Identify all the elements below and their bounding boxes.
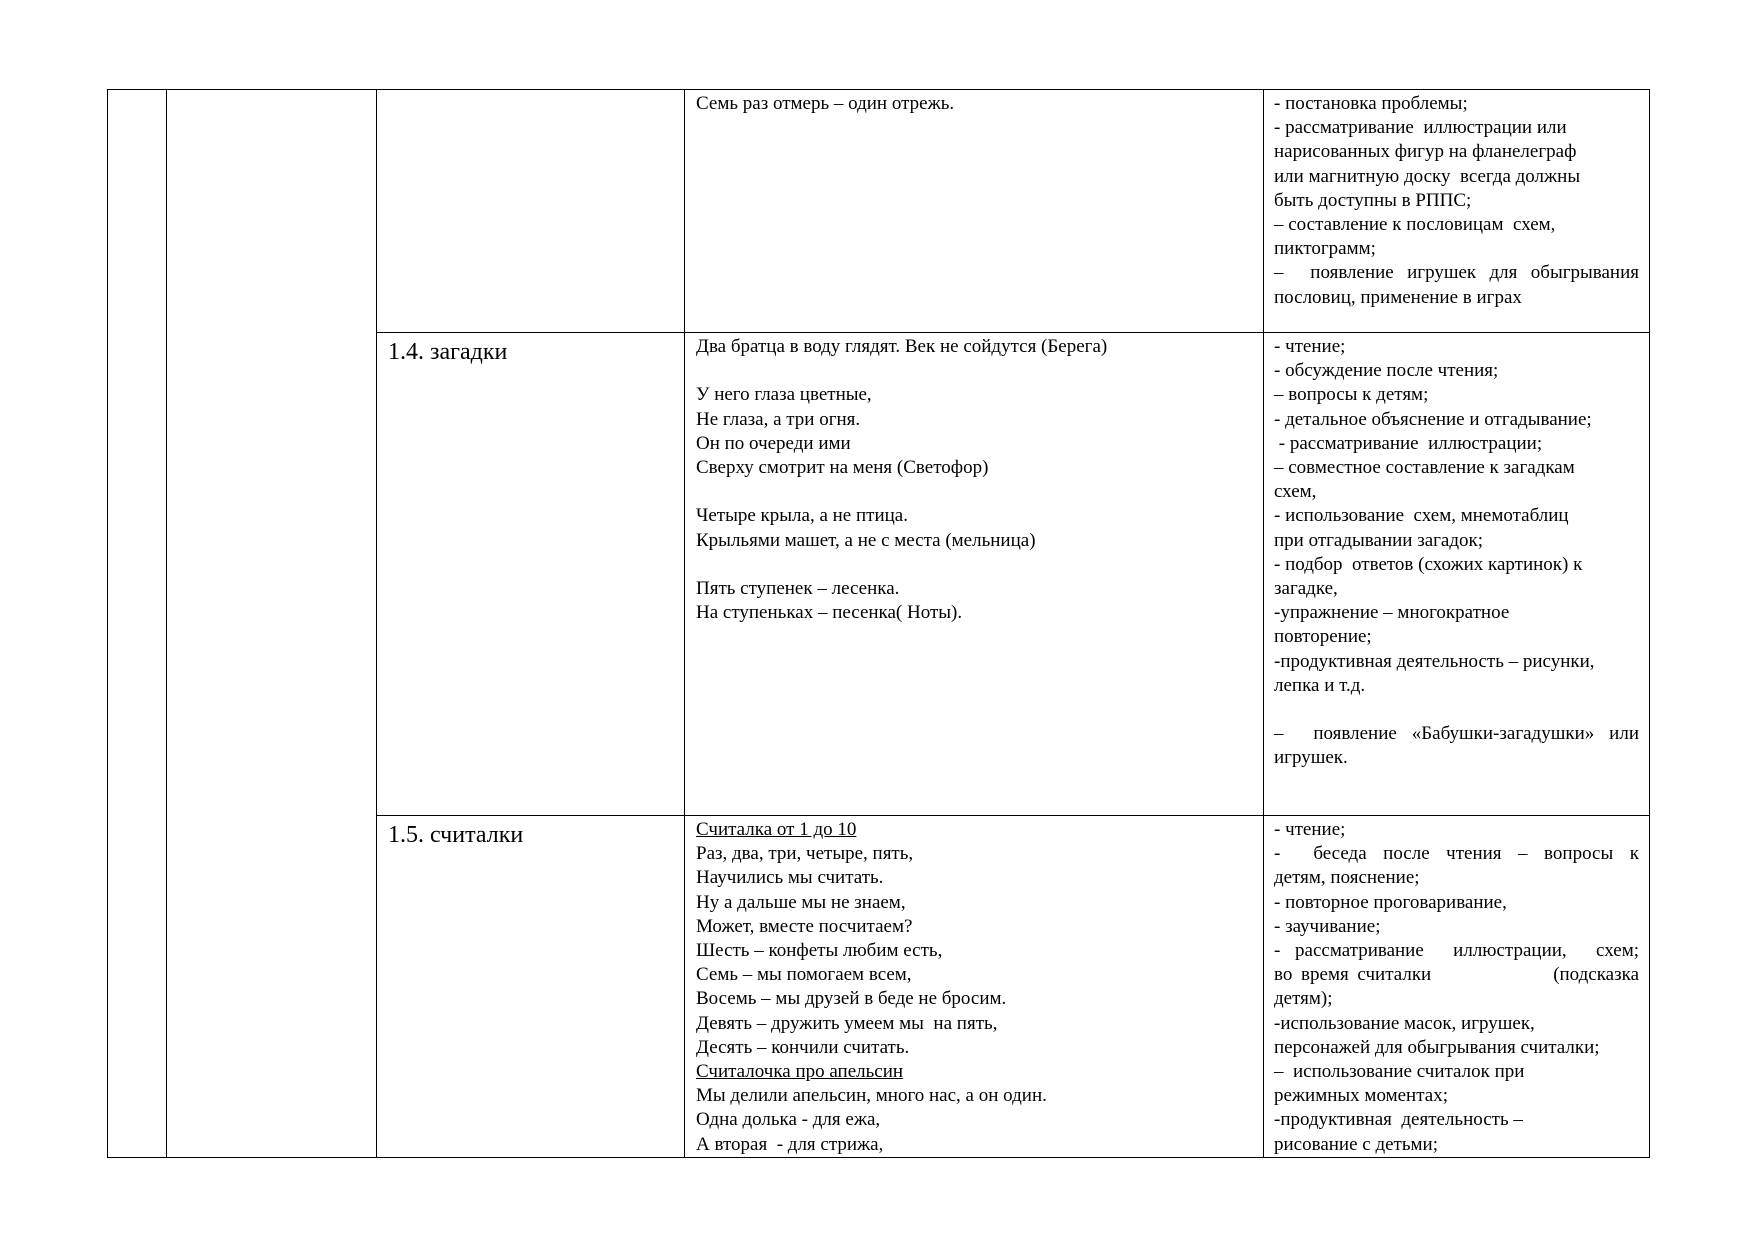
method-line: - повторное проговаривание, [1274, 891, 1507, 913]
text-line: Может, вместе посчитаем? [696, 915, 913, 937]
methods-content [1264, 816, 1649, 1157]
text-line: Он по очереди ими [696, 432, 851, 454]
text-line [696, 553, 1255, 577]
method-line: – вопросы к детям; [1274, 384, 1429, 406]
methods-content [1264, 90, 1649, 310]
method-line: -использование масок, игрушек, [1274, 1012, 1535, 1034]
text-line: Пять ступенек – лесенка. [696, 577, 900, 599]
method-line: - чтение; [1274, 819, 1346, 840]
method-line [1274, 698, 1639, 722]
method-line: - рассматривание иллюстрации; [1274, 432, 1543, 454]
method-line: детям, пояснение; [1274, 867, 1420, 889]
text-line: Девять – дружить умеем мы на пять, [696, 1012, 998, 1034]
text-line [696, 480, 1255, 504]
text-line: Семь раз отмерь – один отрежь. [696, 93, 955, 114]
method-line: – совместное составление к загадкам [1274, 457, 1575, 479]
section-column-cell [167, 90, 377, 1158]
method-line: - использование схем, мнемотаблиц [1274, 505, 1569, 527]
method-line: детям); [1274, 988, 1333, 1010]
text-line: Крыльями машет, а не с места (мельница) [696, 529, 1036, 551]
text-line: Раз, два, три, четыре, пять, [696, 843, 914, 865]
number-column-cell [108, 90, 167, 1158]
table-row [108, 90, 1650, 333]
method-line: – составление к пословицам схем, [1274, 214, 1556, 236]
text-cell [685, 90, 1264, 333]
method-line: рисование с детьми; [1274, 1133, 1438, 1155]
topic-cell [377, 816, 685, 1158]
text-line [696, 359, 1255, 383]
topic-cell [377, 333, 685, 816]
method-line: -продуктивная деятельность – рисунки, [1274, 650, 1595, 672]
method-line: нарисованных фигур на фланелеграф [1274, 141, 1577, 163]
method-line: - чтение; [1274, 336, 1346, 357]
text-line: Сверху смотрит на меня (Светофор) [696, 457, 989, 478]
methods-content [1264, 333, 1649, 771]
text-line: У него глаза цветные, [696, 384, 872, 406]
method-line: – появление игрушек для обыгрывания [1274, 262, 1639, 284]
text-line: Ну а дальше мы не знаем, [696, 891, 906, 913]
method-cell [1264, 816, 1650, 1158]
method-line: - детальное объяснение и отгадывание; [1274, 408, 1592, 430]
method-line: персонажей для обыгрывания считалки; [1274, 1036, 1600, 1058]
method-line: повторение; [1274, 626, 1372, 648]
text-line: Считалочка про апельсин [696, 1061, 904, 1083]
method-line: или магнитную доску всегда должны [1274, 165, 1581, 187]
text-cell [685, 333, 1264, 816]
method-line: лепка и т.д. [1274, 674, 1366, 696]
method-line: - рассматривание иллюстрации или [1274, 117, 1567, 139]
topic-cell [377, 90, 685, 333]
method-line: при отгадывании загадок; [1274, 529, 1484, 551]
text-line: На ступеньках – песенка( Ноты). [696, 602, 963, 624]
method-line: - постановка проблемы; [1274, 93, 1468, 114]
method-line: – использование считалок при [1274, 1061, 1525, 1083]
document-table [107, 89, 1650, 1158]
method-line: - заучивание; [1274, 915, 1381, 937]
topic-label: 1.5. считалки [388, 822, 524, 848]
text-content [685, 333, 1263, 625]
text-line: Одна долька - для ежа, [696, 1109, 881, 1131]
text-content [685, 816, 1263, 1157]
topic-label: 1.4. загадки [388, 339, 508, 365]
method-line: - беседа после чтения – вопросы к [1274, 843, 1639, 865]
method-line: загадке, [1274, 578, 1338, 600]
text-line: Не глаза, а три огня. [696, 408, 861, 430]
method-line: быть доступны в РППС; [1274, 189, 1472, 211]
method-cell [1264, 333, 1650, 816]
text-cell [685, 816, 1264, 1158]
method-line: – появление «Бабушки-загадушки» или [1274, 723, 1639, 745]
method-line: режимных моментах; [1274, 1085, 1448, 1107]
text-line: Семь – мы помогаем всем, [696, 964, 912, 986]
text-line: Десять – кончили считать. [696, 1036, 910, 1058]
text-line: Считалка от 1 до 10 [696, 819, 857, 840]
method-line: пословиц, применение в играх [1274, 286, 1522, 308]
method-line: игрушек. [1274, 747, 1348, 769]
method-line: -продуктивная деятельность – [1274, 1109, 1523, 1131]
text-line: Четыре крыла, а не птица. [696, 505, 908, 527]
text-line: Два братца в воду глядят. Век не сойдутся (Берега) [696, 336, 1108, 357]
method-line: во время считалки (подсказка [1274, 964, 1639, 986]
method-line: - подбор ответов (схожих картинок) к [1274, 553, 1583, 575]
text-line: А вторая - для стрижа, [696, 1133, 884, 1155]
method-line: пиктограмм; [1274, 238, 1376, 260]
text-line: Шесть – конфеты любим есть, [696, 940, 943, 962]
method-cell [1264, 90, 1650, 333]
method-line: -упражнение – многократное [1274, 602, 1510, 624]
method-line: - обсуждение после чтения; [1274, 360, 1499, 382]
topic-label [377, 90, 684, 94]
method-line: схем, [1274, 481, 1317, 503]
method-line: - рассматривание иллюстрации, схем; [1274, 940, 1639, 962]
text-content [685, 90, 1263, 116]
text-line: Мы делили апельсин, много нас, а он один. [696, 1085, 1047, 1107]
text-line: Восемь – мы друзей в беде не бросим. [696, 988, 1007, 1010]
text-line: Научились мы считать. [696, 867, 884, 889]
